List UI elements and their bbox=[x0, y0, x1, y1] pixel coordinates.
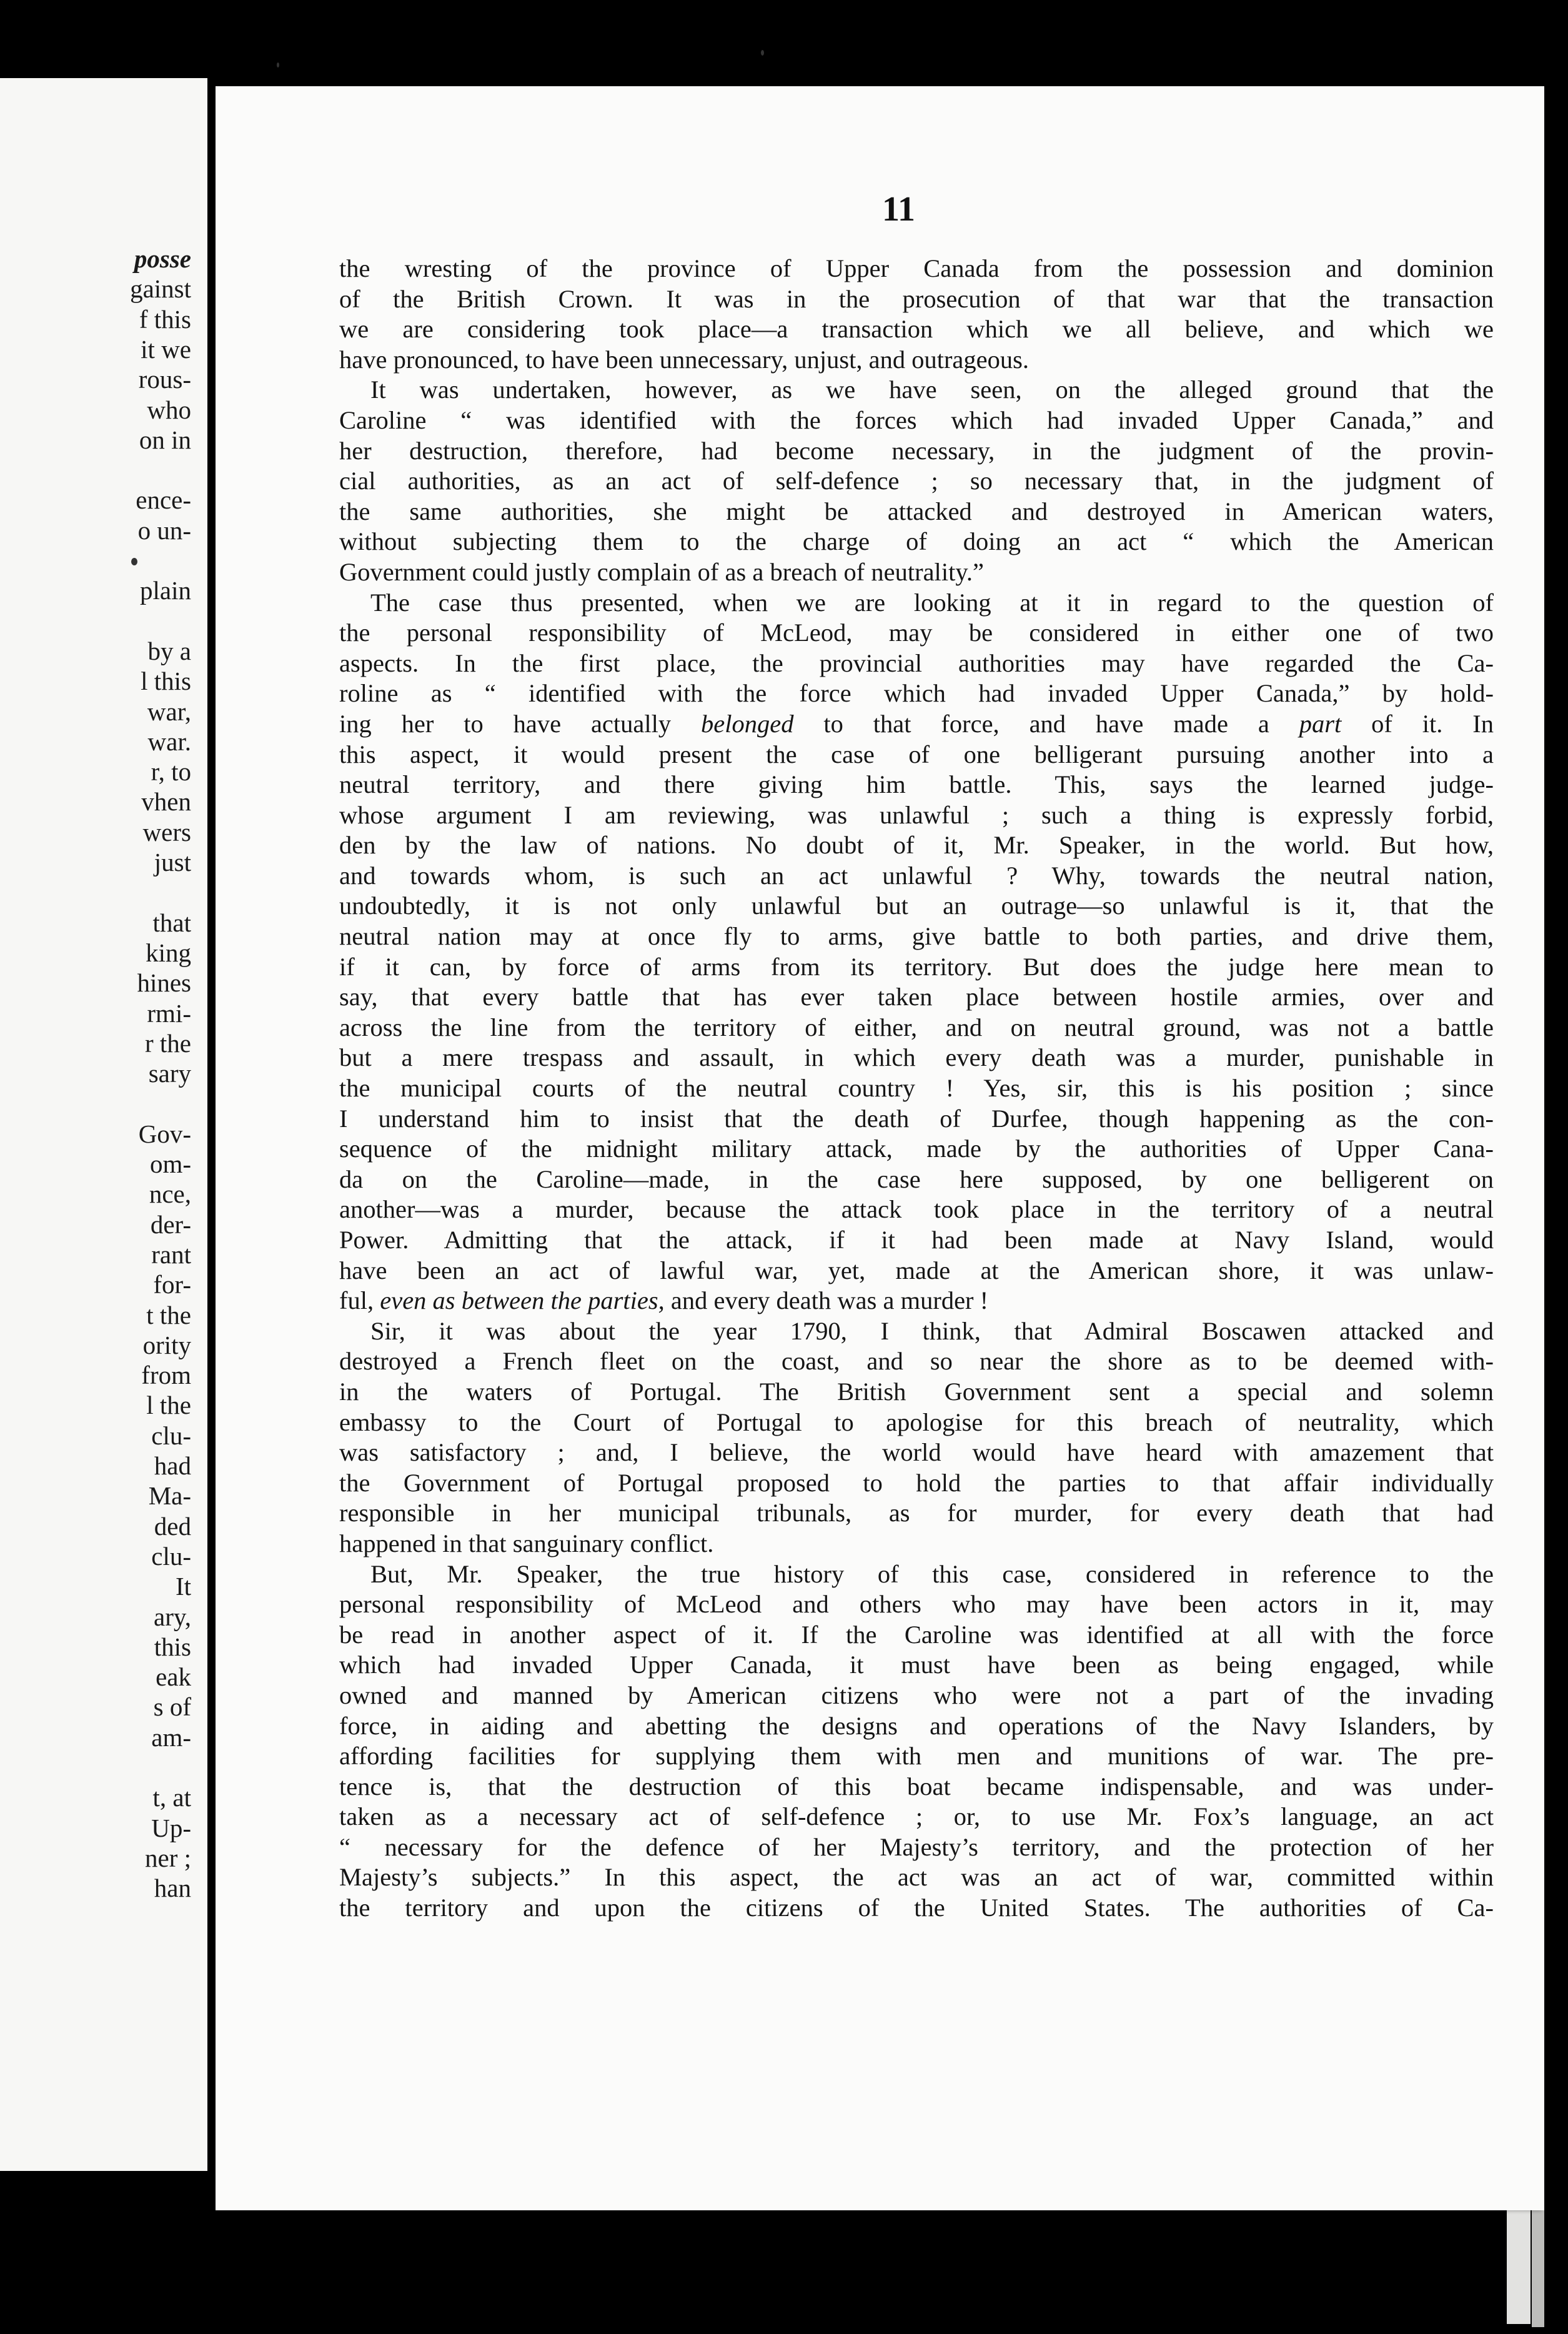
text-line: the municipal courts of the neutral country ! Yes, sir, this is his position ; since bbox=[339, 1074, 1494, 1103]
dust-speck bbox=[761, 50, 764, 56]
text-line: whose argument I am reviewing, was unlawful ; such a thing is expressly forbid, bbox=[339, 800, 1494, 829]
facing-page-fragment: nce, bbox=[149, 1179, 191, 1209]
text-line: which had invaded Upper Canada, it must have been as being engaged, while bbox=[339, 1651, 1494, 1679]
facing-page-fragment: war. bbox=[147, 727, 191, 756]
facing-page-fragment: f this bbox=[139, 304, 191, 334]
text-line: the Government of Portugal proposed to hold the parties to that affair individually bbox=[339, 1468, 1494, 1497]
text-line: “ necessary for the defence of her Majesty’s territory, and the protection of her bbox=[339, 1832, 1494, 1861]
facing-page-fragment: that bbox=[152, 908, 191, 937]
facing-page-fragment: posse bbox=[134, 244, 191, 273]
facing-page-fragment: rmi- bbox=[147, 998, 191, 1028]
text-line: sequence of the midnight military attack, made by the authorities of Upper Cana- bbox=[339, 1135, 1494, 1163]
page-number: 11 bbox=[882, 190, 915, 229]
text-line: and towards whom, is such an act unlawful ? Why, towards the neutral nation, bbox=[339, 861, 1494, 890]
text-line: cial authorities, as an act of self-defence ; so necessary that, in the judgment of bbox=[339, 467, 1494, 495]
facing-page-fragment: rant bbox=[151, 1239, 191, 1269]
body-text bbox=[339, 254, 1494, 1924]
text-line: Sir, it was about the year 1790, I think, that Admiral Boscawen attacked and bbox=[370, 1316, 1494, 1345]
facing-page-fragment: vhen bbox=[141, 787, 191, 817]
facing-page-fragment: l this bbox=[141, 667, 191, 696]
text-line: the same authorities, she might be attacked and destroyed in American waters, bbox=[339, 497, 1494, 525]
text-line: Caroline “ was identified with the forces which had invaded Upper Canada,” and bbox=[339, 405, 1494, 434]
facing-page-fragment: am- bbox=[151, 1722, 191, 1752]
facing-page-fragment: war, bbox=[147, 697, 191, 726]
text-line: ful, even as between the parties, and every death was a murder ! bbox=[339, 1286, 989, 1315]
facing-page-fragment: r, to bbox=[151, 757, 191, 787]
text-line: The case thus presented, when we are looking at it in regard to the question of bbox=[370, 588, 1494, 617]
text-line: ing her to have actually belonged to that force, and have made a part of it. In bbox=[339, 709, 1494, 738]
text-line: we are considering took place—a transaction which we all believe, and which we bbox=[339, 315, 1494, 344]
text-line: But, Mr. Speaker, the true history of this case, considered in reference to the bbox=[370, 1559, 1494, 1588]
facing-page-fragment: this bbox=[154, 1632, 191, 1661]
facing-page-fragment: had bbox=[154, 1451, 191, 1480]
text-line: tence is, that the destruction of this boat became indispensable, and was under- bbox=[339, 1772, 1494, 1800]
text-line: den by the law of nations. No doubt of it, Mr. Speaker, in the world. But how, bbox=[339, 831, 1494, 860]
facing-page-fragment: gainst bbox=[130, 274, 191, 304]
text-line: of the British Crown. It was in the prosecution of that war that the transaction bbox=[339, 284, 1494, 313]
facing-page-fragment: der- bbox=[150, 1209, 191, 1239]
text-line: the territory and upon the citizens of the United States. The authorities of Ca- bbox=[339, 1894, 1494, 1922]
text-line: roline as “ identified with the force which had invaded Upper Canada,” by hold- bbox=[339, 679, 1494, 708]
facing-page-fragment: wers bbox=[142, 817, 191, 847]
text-line: aspects. In the first place, the provincial authorities may have regarded the Ca- bbox=[339, 648, 1494, 677]
text-line: Power. Admitting that the attack, if it had been made at Navy Island, would bbox=[339, 1226, 1494, 1254]
facing-page-fragment: sary bbox=[148, 1059, 191, 1088]
text-line: have pronounced, to have been unnecessary, unjust, and outrageous. bbox=[339, 345, 1030, 374]
facing-page-fragment: just bbox=[154, 848, 191, 876]
text-line: in the waters of Portugal. The British Government sent a special and solemn bbox=[339, 1377, 1494, 1406]
facing-page-fragment: s of bbox=[153, 1692, 191, 1722]
facing-page-fragment: ority bbox=[142, 1330, 191, 1359]
text-line: responsible in her municipal tribunals, as for murder, for every death that had bbox=[339, 1499, 1494, 1527]
text-line: owned and manned by American citizens who were not a part of the invading bbox=[339, 1681, 1494, 1709]
text-line: taken as a necessary act of self-defence ; or, to use Mr. Fox’s language, an act bbox=[339, 1802, 1494, 1831]
facing-page-fragment: o un- bbox=[137, 515, 191, 545]
facing-page-fragment: It bbox=[175, 1572, 191, 1601]
facing-page-fragment: who bbox=[147, 395, 191, 424]
facing-page-fragment: from bbox=[141, 1361, 191, 1390]
facing-page-fragment: ence- bbox=[136, 485, 191, 515]
text-line: undoubtedly, it is not only unlawful but an outrage—so unlawful is it, that the bbox=[339, 891, 1494, 920]
text-line: neutral territory, and there giving him battle. This, says the learned judge- bbox=[339, 770, 1494, 799]
text-line: but a mere trespass and assault, in which every death was a murder, punishable in bbox=[339, 1043, 1494, 1072]
facing-page-fragment: eak bbox=[156, 1662, 191, 1692]
text-line: It was undertaken, however, as we have seen, on the alleged ground that the bbox=[370, 375, 1494, 404]
text-line: affording facilities for supplying them with men and munitions of war. The pre- bbox=[339, 1742, 1494, 1770]
dust-speck bbox=[277, 62, 279, 67]
text-line: say, that every battle that has ever taken place between hostile armies, over and bbox=[339, 983, 1494, 1011]
text-line: personal responsibility of McLeod and others who may have been actors in it, may bbox=[339, 1590, 1494, 1619]
facing-page-fragment: for- bbox=[153, 1270, 191, 1299]
text-line: if it can, by force of arms from its territory. But does the judge here mean to bbox=[339, 952, 1494, 981]
text-line: neutral nation may at once fly to arms, give battle to both parties, and drive them, bbox=[339, 922, 1494, 951]
facing-page-fragment: t, at bbox=[152, 1783, 191, 1812]
facing-page-fragment: clu- bbox=[151, 1541, 191, 1571]
facing-page-fragment: rous- bbox=[138, 365, 191, 394]
facing-page-fragment: ded bbox=[154, 1511, 191, 1541]
text-line: da on the Caroline—made, in the case here supposed, by one belligerent on bbox=[339, 1165, 1494, 1193]
text-line: I understand him to insist that the death of Durfee, though happening as the con- bbox=[339, 1104, 1494, 1133]
text-line: without subjecting them to the charge of doing an act “ which the American bbox=[339, 527, 1494, 556]
text-line: have been an act of lawful war, yet, made at the American shore, it was unlaw- bbox=[339, 1256, 1494, 1284]
text-line: Majesty’s subjects.” In this aspect, the act was an act of war, committed within bbox=[339, 1863, 1494, 1892]
text-line: Government could justly complain of as a breach of neutrality.” bbox=[339, 557, 985, 586]
text-line: this aspect, it would present the case of one belligerant pursuing another into a bbox=[339, 740, 1494, 768]
facing-page-fragment: hines bbox=[137, 968, 191, 998]
facing-page-fragment: ner ; bbox=[145, 1843, 191, 1872]
facing-page-fragment: t the bbox=[146, 1300, 191, 1329]
facing-page-fragment: it we bbox=[141, 334, 191, 364]
text-line: happened in that sanguinary conflict. bbox=[339, 1529, 714, 1557]
facing-page-fragment: l the bbox=[146, 1391, 191, 1420]
text-line: was satisfactory ; and, I believe, the world would have heard with amazement that bbox=[339, 1438, 1494, 1467]
text-line: be read in another aspect of it. If the Caroline was identified at all with the force bbox=[339, 1620, 1494, 1649]
text-line: force, in aiding and abetting the designs and operations of the Navy Islanders, by bbox=[339, 1711, 1494, 1740]
facing-page-fragment: Up- bbox=[151, 1813, 191, 1842]
text-line: destroyed a French fleet on the coast, and so near the shore as to be deemed with- bbox=[339, 1347, 1494, 1376]
facing-page-fragment: om- bbox=[149, 1150, 191, 1178]
text-line: across the line from the territory of either, and on neutral ground, was not a battle bbox=[339, 1013, 1494, 1041]
facing-page-fragment: han bbox=[154, 1874, 191, 1903]
text-line: her destruction, therefore, had become necessary, in the judgment of the provin- bbox=[339, 436, 1494, 465]
facing-page-edge bbox=[0, 78, 207, 2171]
text-line: another—was a murder, because the attack took place in the territory of a neutral bbox=[339, 1195, 1494, 1224]
facing-page-fragment: plain bbox=[140, 576, 191, 605]
dust-speck bbox=[131, 558, 137, 565]
text-line: the personal responsibility of McLeod, may be considered in either one of two bbox=[339, 618, 1494, 647]
facing-page-fragment: by a bbox=[147, 636, 191, 665]
facing-page-fragment: king bbox=[146, 938, 191, 967]
facing-page-fragment: ary, bbox=[154, 1602, 191, 1631]
text-line: embassy to the Court of Portugal to apologise for this breach of neutrality, which bbox=[339, 1408, 1494, 1436]
facing-page-fragment: r the bbox=[145, 1028, 191, 1058]
document-page bbox=[216, 86, 1544, 2210]
text-line: the wresting of the province of Upper Canada from the possession and dominion bbox=[339, 254, 1494, 282]
facing-page-fragment: clu- bbox=[151, 1421, 191, 1450]
facing-page-fragment: Ma- bbox=[148, 1481, 191, 1511]
facing-page-fragment: Gov- bbox=[138, 1119, 191, 1148]
facing-page-fragment: on in bbox=[139, 425, 191, 454]
